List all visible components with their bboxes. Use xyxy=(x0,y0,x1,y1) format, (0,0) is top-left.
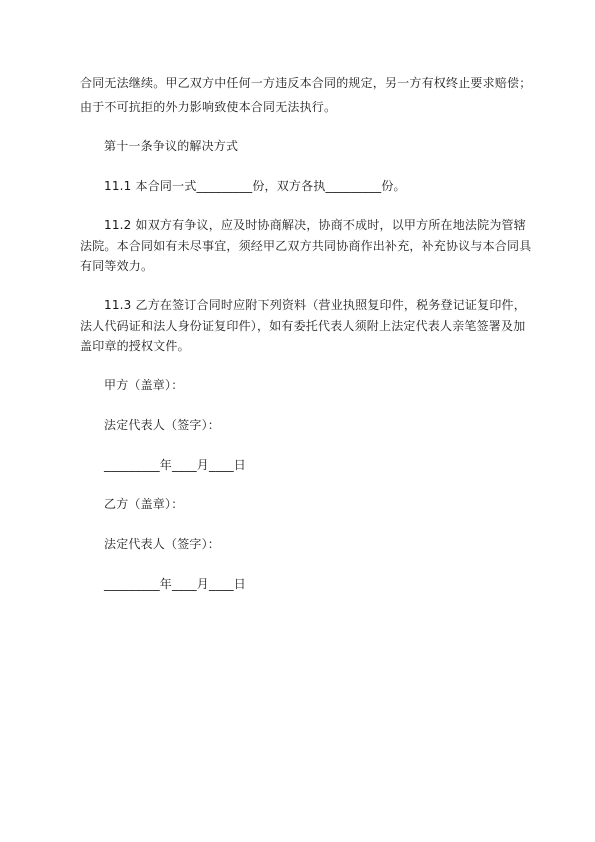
party-a-date-line: _________年____月____日 xyxy=(104,458,247,472)
clause-11-3-line-3: 盖印章的授权文件。 xyxy=(80,339,190,353)
clause-11-3-line-2: 法人代码证和法人身份证复印件），如有委托代表人须附上法定代表人亲笔签署及加 xyxy=(80,319,526,333)
article-title: 第十一条争议的解决方式 xyxy=(104,139,239,153)
clause-11-2-line-2: 法院。本合同如有未尽事宜，须经甲乙双方共同协商作出补充，补充协议与本合同具 xyxy=(80,239,532,253)
intro-line-2: 由于不可抗拒的外力影响致使本合同无法执行。 xyxy=(80,100,337,114)
party-a-representative-label: 法定代表人（签字）： xyxy=(104,418,221,432)
clause-11-1-line-1: 11.1 本合同一式_________份，双方各执_________份。 xyxy=(104,179,406,193)
clause-11-3-line-1: 11.3 乙方在签订合同时应附下列资料（营业执照复印件，税务登记证复印件， xyxy=(104,298,526,312)
party-b-seal-label: 乙方（盖章）： xyxy=(104,497,184,511)
party-b-date-line: _________年____月____日 xyxy=(104,577,247,591)
clause-11-2-line-3: 有同等效力。 xyxy=(80,259,154,273)
party-a-seal-label: 甲方（盖章）： xyxy=(104,378,184,392)
clause-11-2-line-1: 11.2 如双方有争议，应及时协商解决，协商不成时，以甲方所在地法院为管辖 xyxy=(104,218,526,232)
intro-line-1: 合同无法继续。甲乙双方中任何一方违反本合同的规定，另一方有权终止要求赔偿； xyxy=(80,76,532,90)
party-b-representative-label: 法定代表人（签字）： xyxy=(104,537,221,551)
